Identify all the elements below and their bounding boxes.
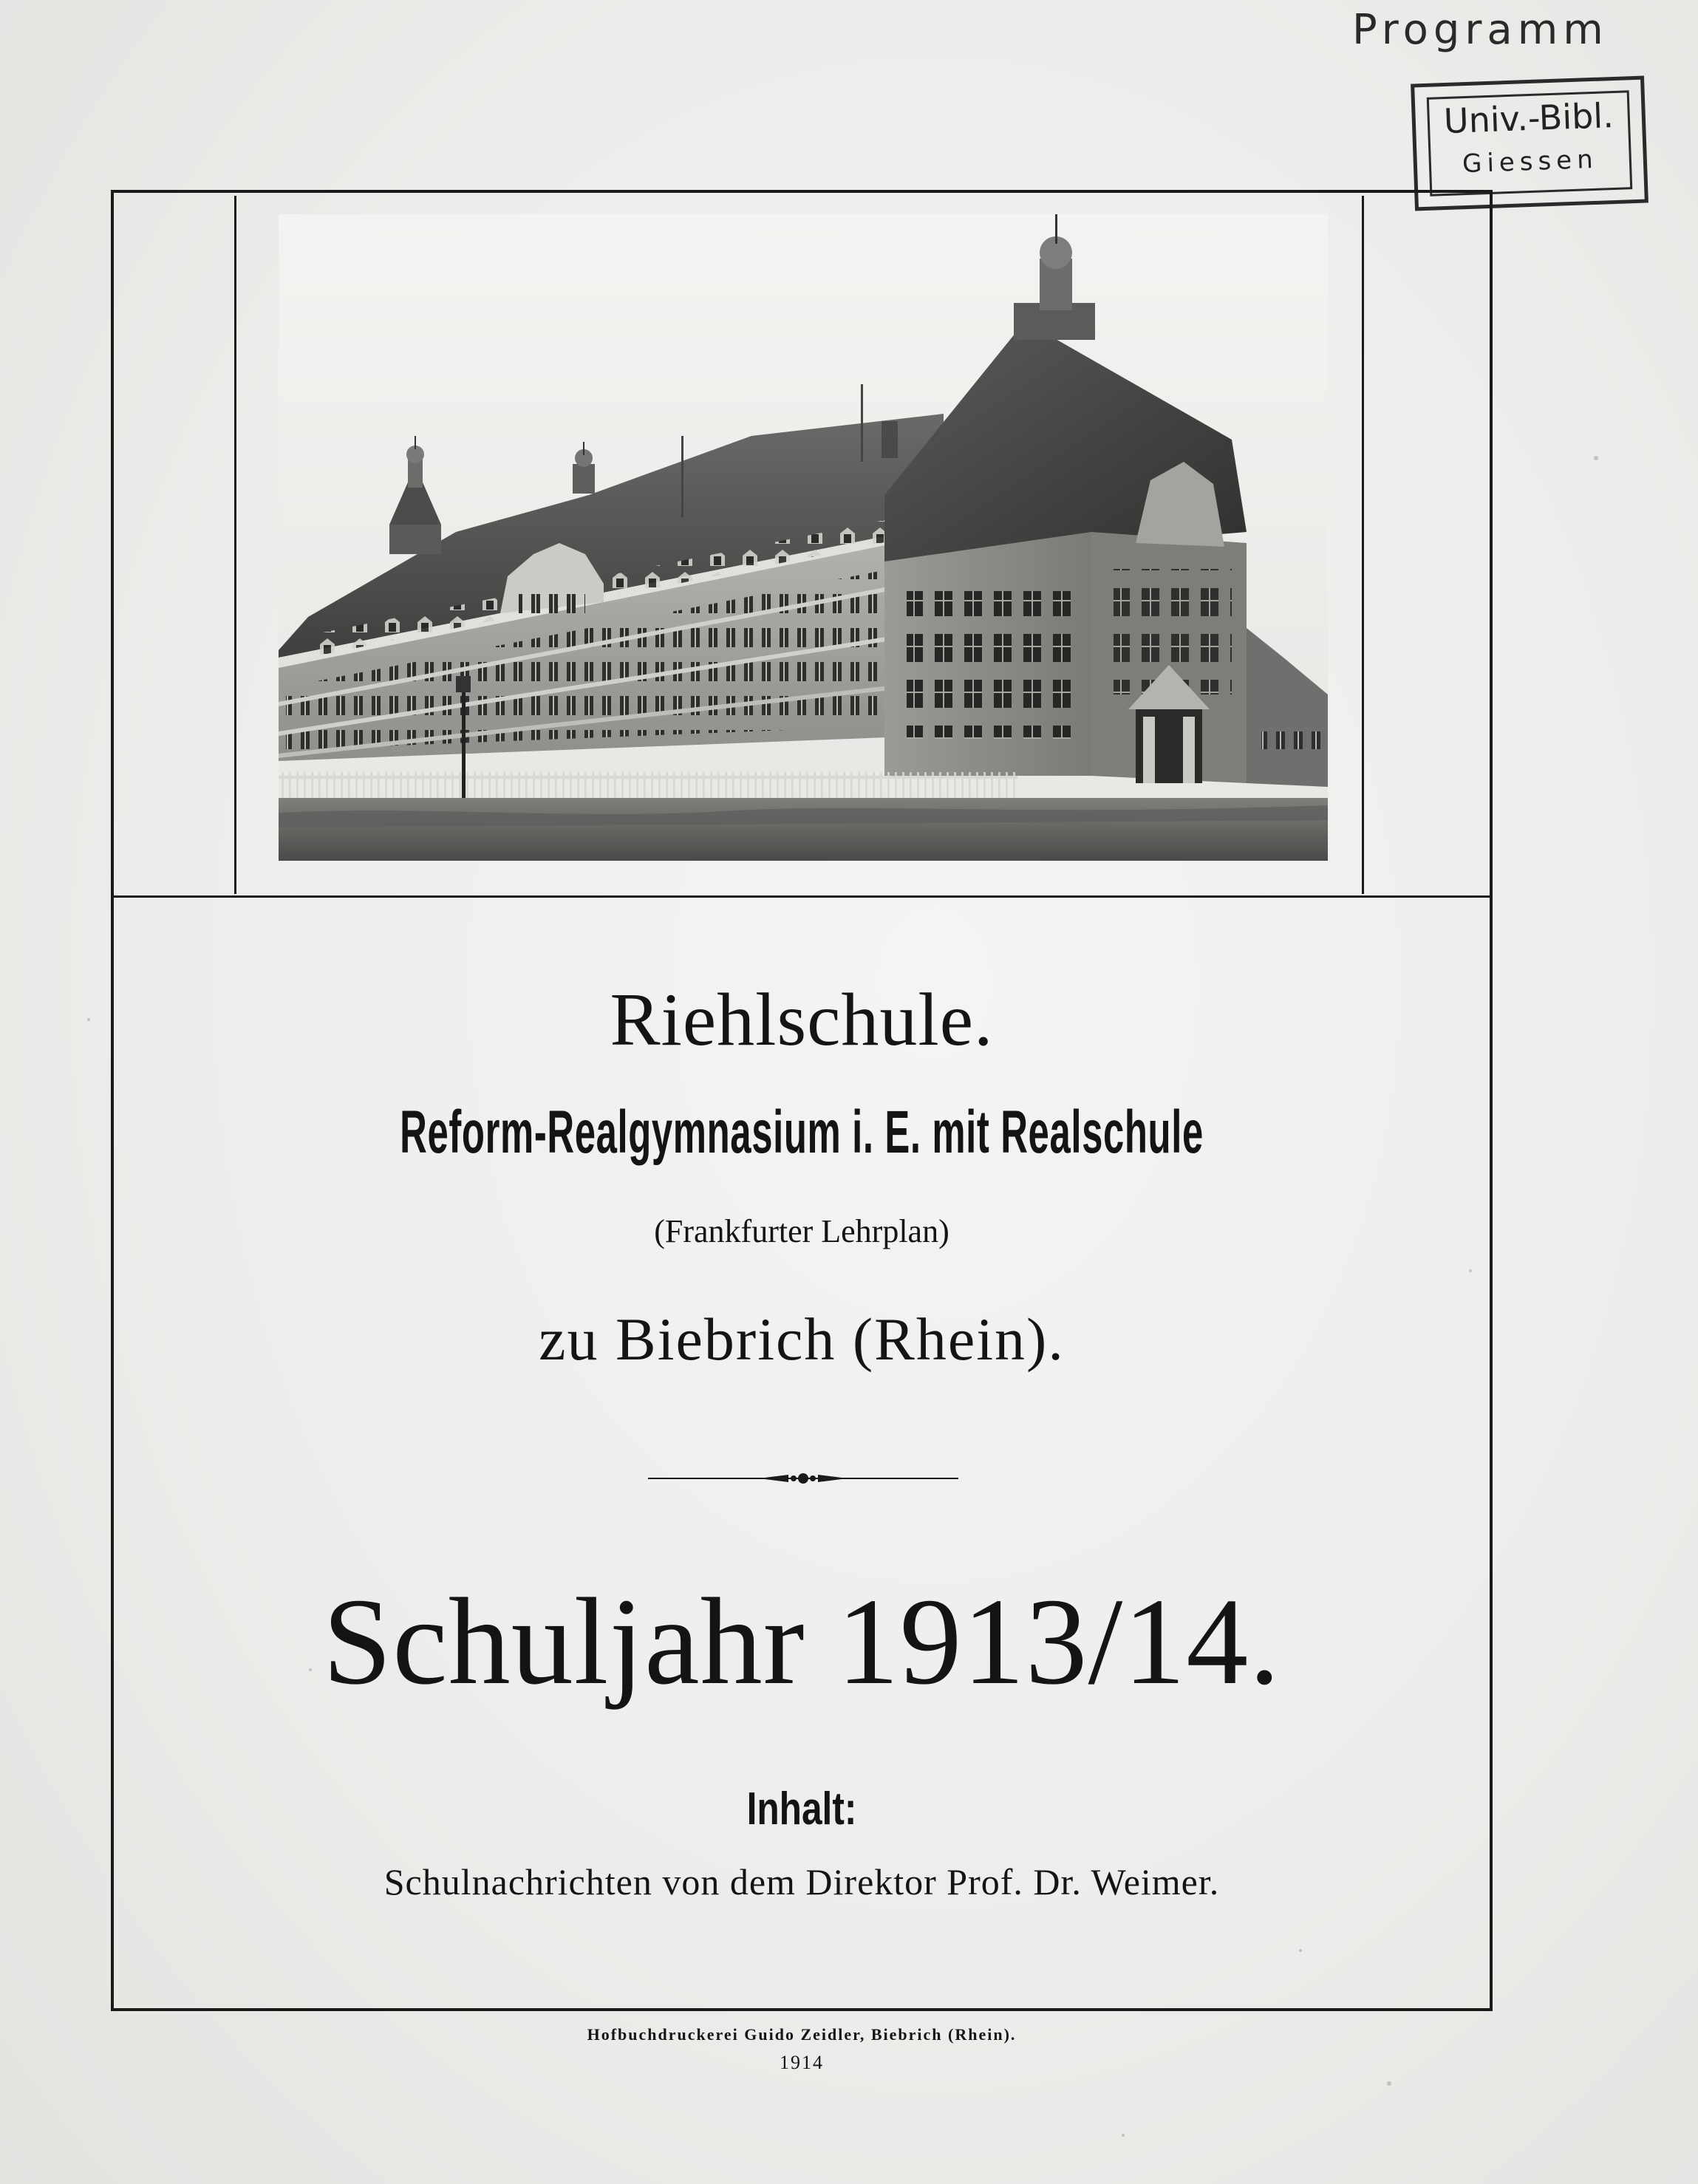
ornament-divider-icon [648, 1467, 958, 1489]
cover-location: zu Biebrich (Rhein). [539, 1306, 1065, 1373]
cover-subtitle: Reform-Realgymnasium i. E. mit Realschule [400, 1099, 1204, 1166]
school-building-photo [279, 214, 1328, 861]
print-year: 1914 [780, 2052, 824, 2073]
library-stamp-line2: Giessen [1462, 144, 1599, 180]
library-stamp-line1: Univ.-Bibl. [1443, 95, 1615, 142]
school-building-illustration [279, 214, 1328, 861]
photo-frame-right-line [1362, 196, 1364, 894]
photo-frame-left-line [234, 196, 236, 894]
contents-heading: Inhalt: [746, 1784, 857, 1835]
contents-entry: Schulnachrichten von dem Direktor Prof. Dr. Weimer. [383, 1861, 1220, 1903]
photo-frame-bottom-line [114, 895, 1490, 898]
stamp-programm-label: Programm [1352, 6, 1609, 54]
cover-school-year: Schuljahr 1913/14. [322, 1573, 1281, 1710]
cover-title: Riehlschule. [610, 978, 994, 1062]
cover-curriculum: (Frankfurter Lehrplan) [654, 1213, 949, 1249]
printer-imprint: Hofbuchdruckerei Guido Zeidler, Biebrich (Rhein). [587, 2025, 1017, 2044]
